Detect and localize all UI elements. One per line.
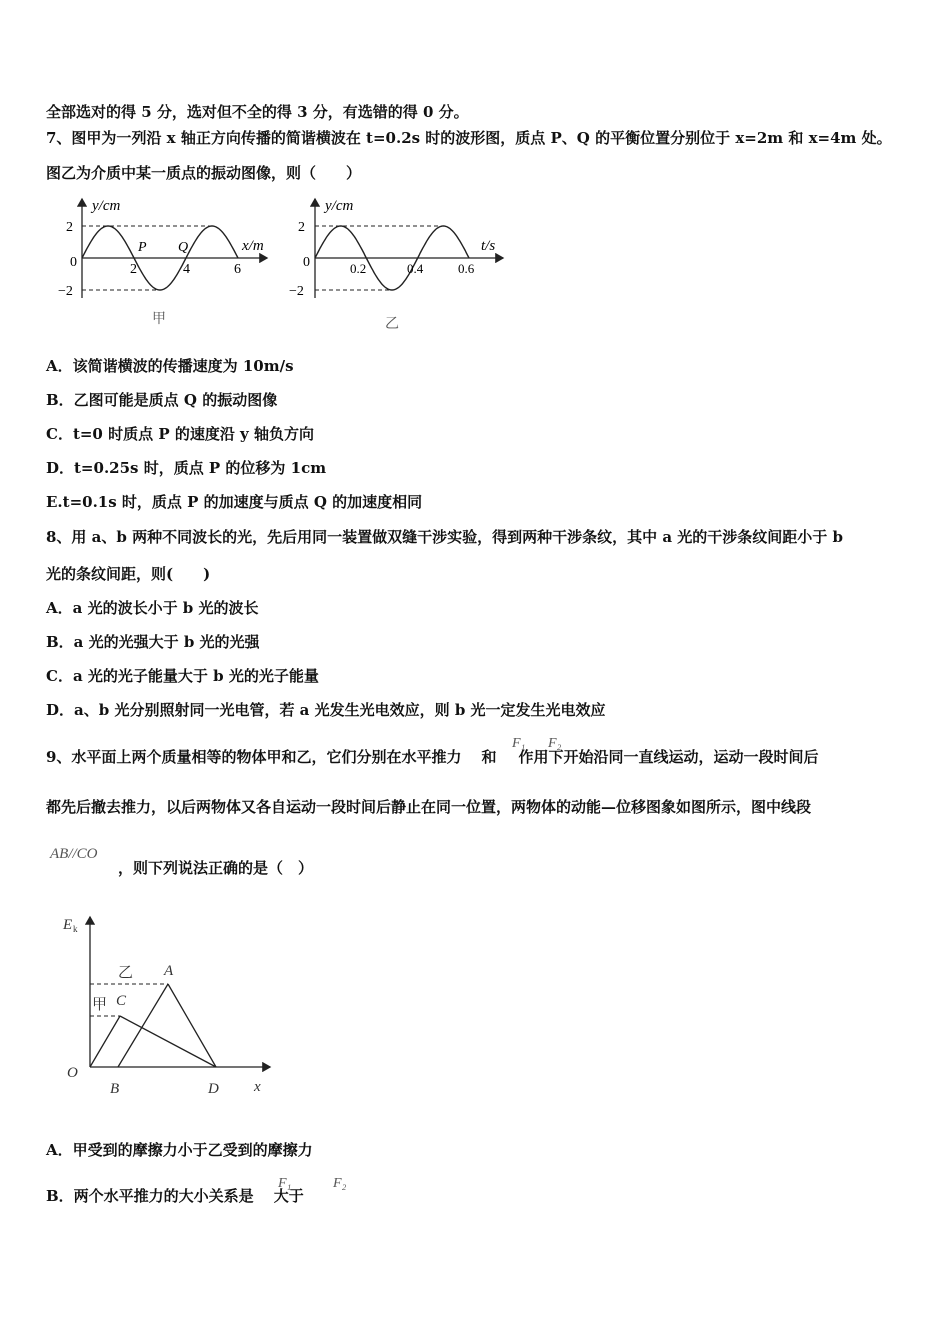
ek-label-C: C: [116, 993, 127, 1009]
vib-y-neg: −2: [289, 284, 304, 299]
ek-ylabel-sub: k: [73, 924, 78, 934]
ek-label-jia: 甲: [92, 997, 108, 1013]
ek-ylabel: E: [63, 917, 73, 933]
vib-tick-02: 0.2: [350, 261, 367, 276]
q9-F2-symbol: F₂: [548, 736, 562, 751]
vib-tick-06: 0.6: [458, 261, 475, 276]
q9-stem-1-part1: 9、水平面上两个质量相等的物体甲和乙，它们分别在水平推力: [46, 748, 462, 766]
q7-option-A: A．该简谐横波的传播速度为 10m/s: [46, 357, 294, 375]
q8-option-B: B．a 光的光强大于 b 光的光强: [46, 633, 260, 651]
q9-stem-1-part3: 作用下开始沿同一直线运动，运动一段时间后: [518, 748, 819, 766]
wave-graph-figure: [52, 193, 282, 333]
q9-stem-1-part2: 和: [481, 748, 497, 766]
q7-option-B: B．乙图可能是质点 Q 的振动图像: [46, 391, 278, 409]
q7-option-E: E.t=0.1s 时，质点 P 的加速度与质点 Q 的加速度相同: [46, 493, 423, 511]
q8-stem-1: 8、用 a、b 两种不同波长的光，先后用同一装置做双缝干涉实验，得到两种干涉条纹，其中 a 光的干涉条纹间距小于 b: [46, 528, 843, 546]
intro-line: 全部选对的得 5 分，选对但不全的得 3 分，有选错的得 0 分。: [46, 103, 469, 121]
q9-option-A: A．甲受到的摩擦力小于乙受到的摩擦力: [46, 1141, 313, 1159]
q8-option-C: C．a 光的光子能量大于 b 光的光子能量: [46, 667, 319, 685]
q9-B-F2-symbol: F₂: [333, 1176, 347, 1191]
vibration-graph-figure: [283, 193, 513, 333]
q8-stem-2: 光的条纹间距，则( ): [46, 565, 211, 583]
q7-option-C: C．t=0 时质点 P 的速度沿 y 轴负方向: [46, 425, 314, 443]
wave-y-neg: −2: [58, 284, 73, 299]
q7-stem-1: 7、图甲为一列沿 x 轴正方向传播的简谐横波在 t=0.2s 时的波形图，质点 P、Q 的平衡位置分别位于 x=2m 和 x=4m 处。: [46, 129, 892, 147]
wave-tick-6: 6: [234, 262, 241, 277]
q9-option-B-part1: B．两个水平推力的大小关系是: [46, 1187, 254, 1205]
q9-B-F1-symbol: F₁: [278, 1176, 292, 1191]
vib-caption: 乙: [385, 317, 399, 332]
wave-origin: 0: [70, 255, 77, 270]
q9-F1-symbol: F₁: [512, 736, 526, 751]
ek-line-OC: [90, 1016, 120, 1067]
wave-y-pos: 2: [66, 220, 73, 235]
q8-option-D: D．a、b 光分别照射同一光电管，若 a 光发生光电效应，则 b 光一定发生光电效应: [46, 701, 606, 719]
q9-stem-3: ，则下列说法正确的是（ ）: [118, 859, 314, 877]
wave-tick-4: 4: [183, 262, 190, 277]
vib-y-pos: 2: [298, 220, 305, 235]
vib-tick-04: 0.4: [407, 261, 424, 276]
q9-option-B-part2: 大于: [273, 1187, 304, 1205]
q9-option-B: [46, 1186, 304, 1206]
ek-label-O: O: [67, 1065, 78, 1081]
q8-option-A: A．a 光的波长小于 b 光的波长: [46, 599, 259, 617]
wave-label-Q: Q: [178, 240, 189, 255]
wave-ylabel: y/cm: [92, 198, 121, 214]
vib-origin: 0: [303, 255, 310, 270]
wave-tick-2: 2: [130, 262, 137, 277]
vib-ylabel: y/cm: [325, 198, 354, 214]
ek-label-D: D: [208, 1081, 219, 1097]
wave-xlabel: x/m: [242, 238, 264, 254]
ek-x-graph-figure: [58, 905, 283, 1105]
ek-label-x: x: [254, 1079, 261, 1095]
q7-stem-2: 图乙为介质中某一质点的振动图像，则（ ）: [46, 164, 362, 182]
wave-label-P: P: [138, 240, 147, 255]
q9-stem-1: [46, 747, 818, 767]
q9-stem-2: 都先后撤去推力，以后两物体又各自运动一段时间后静止在同一位置，两物体的动能—位移图象如图所示，图中线段: [46, 798, 812, 816]
ek-label-yi: 乙: [118, 965, 134, 981]
ek-label-A: A: [164, 963, 174, 979]
wave-caption: 甲: [152, 312, 166, 327]
q9-AB-CO-math: AB//CO: [50, 846, 98, 862]
vib-xlabel: t/s: [481, 238, 496, 254]
q7-option-D: D．t=0.25s 时，质点 P 的位移为 1cm: [46, 459, 327, 477]
ek-label-B: B: [110, 1081, 120, 1097]
